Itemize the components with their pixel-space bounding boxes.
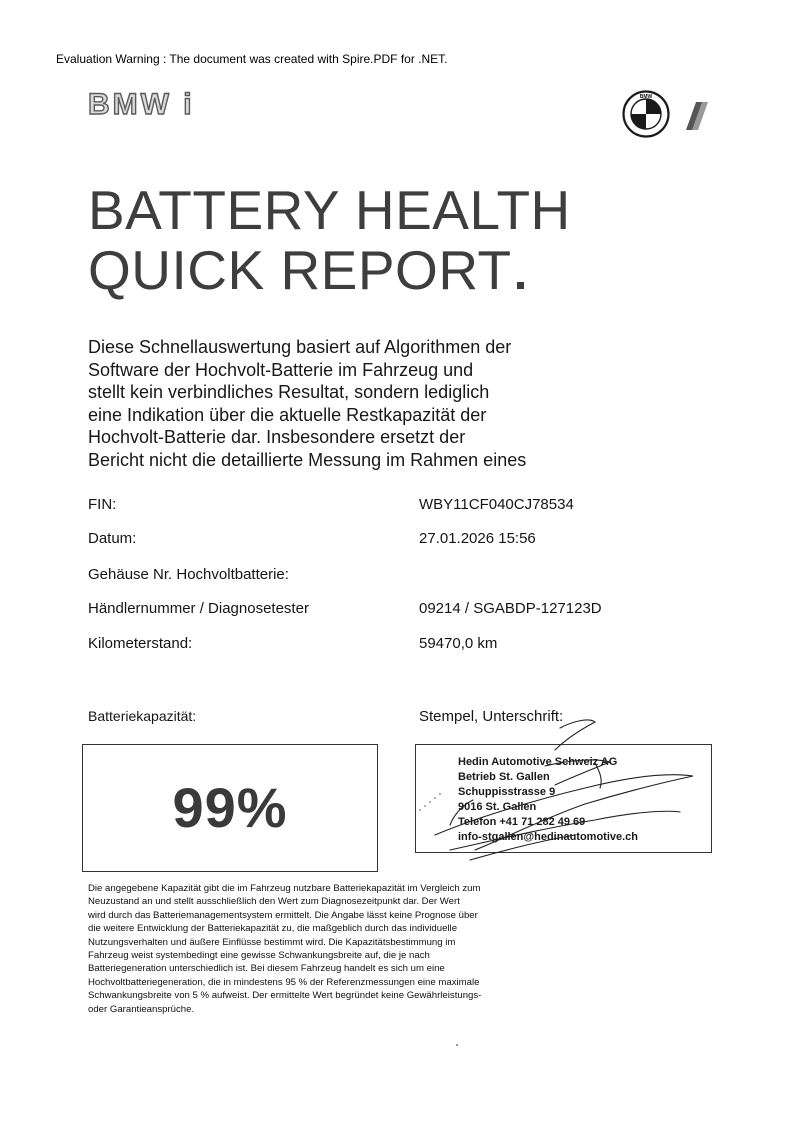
handwritten-signature bbox=[395, 700, 725, 900]
dealer-tester-value: 09214 / SGABDP-127123D bbox=[419, 600, 602, 617]
disclaimer-line: Schwankungsbreite von 5 % aufweist. Der ermittelte Wert begründet keine Gewährleistungs- bbox=[88, 990, 482, 1002]
capacity-label: Batteriekapazität: bbox=[88, 708, 197, 724]
housing-number-label: Gehäuse Nr. Hochvoltbatterie: bbox=[88, 566, 289, 583]
intro-line: Diese Schnellauswertung basiert auf Algorithmen der bbox=[88, 337, 512, 357]
intro-line: eine Indikation über die aktuelle Restkapazität der bbox=[88, 404, 487, 425]
intro-paragraph bbox=[88, 336, 538, 476]
svg-text:BMW: BMW bbox=[639, 94, 653, 100]
capacity-box bbox=[82, 744, 378, 872]
scan-speck bbox=[456, 1044, 458, 1046]
disclaimer-line: Nutzungsverhalten und äußere Einflüsse bestimmt wird. Die Kapazitätsbestimmung im bbox=[88, 936, 456, 948]
fin-label: FIN: bbox=[88, 496, 117, 513]
disclaimer-line: die weitere Entwicklung der Batteriekapazität zu, die maßgeblich durch das individuelle bbox=[88, 923, 458, 935]
disclaimer-text bbox=[88, 882, 544, 1016]
report-title-line-1: BATTERY HEALTH bbox=[88, 179, 571, 241]
date-value: 27.01.2026 15:56 bbox=[419, 530, 536, 547]
stamp-line: info-stgallen@hedinautomotive.ch bbox=[458, 831, 639, 843]
stamp-line: 9016 St. Gallen bbox=[458, 801, 537, 813]
disclaimer-line: Batteriegeneration unterschiedlich ist. Bei diesem Fahrzeug handelt es sich um eine bbox=[88, 963, 445, 975]
stamp-line: Schuppisstrasse 9 bbox=[458, 786, 556, 798]
title-period-mark bbox=[517, 282, 524, 289]
bmw-roundel-icon bbox=[622, 90, 670, 138]
stamp-line: Hedin Automotive Schweiz AG bbox=[458, 756, 618, 768]
bmw-i-brand: BMW i bbox=[88, 88, 195, 121]
date-label: Datum: bbox=[88, 530, 137, 547]
report-title-line-2: QUICK REPORT bbox=[88, 239, 512, 301]
stamp-label: Stempel, Unterschrift: bbox=[419, 708, 564, 725]
disclaimer-line: Hochvoltbatteriegeneration, die in mindestens 95 % der Referenzmessungen eine maximale bbox=[88, 976, 480, 988]
capacity-value: 99% bbox=[172, 776, 288, 839]
intro-line: stellt kein verbindliches Resultat, sondern lediglich bbox=[88, 382, 490, 402]
mileage-value: 59470,0 km bbox=[419, 635, 498, 652]
fin-value: WBY11CF040CJ78534 bbox=[419, 496, 574, 513]
mileage-label: Kilometerstand: bbox=[88, 635, 193, 652]
disclaimer-line: Neuzustand an und stellt ausschließlich den Wert zum Diagnosezeitpunkt dar. Der Wert bbox=[88, 896, 460, 908]
dealer-tester-label: Händlernummer / Diagnosetester bbox=[88, 600, 309, 617]
intro-line: Hochvolt-Batterie dar. Insbesondere ersetzt der bbox=[88, 427, 466, 447]
disclaimer-line: Die angegebene Kapazität gibt die im Fahrzeug nutzbare Batteriekapazität im Vergleich zum bbox=[88, 883, 481, 894]
disclaimer-line: oder Garantieansprüche. bbox=[88, 1003, 195, 1015]
evaluation-warning: Evaluation Warning : The document was created with Spire.PDF for .NET. bbox=[56, 52, 448, 66]
disclaimer-line: wird durch das Batteriemanagementsystem ermittelt. Die Angabe lässt keine Prognose über bbox=[88, 909, 478, 921]
bmw-i-slash-icon bbox=[682, 98, 710, 134]
disclaimer-line: Fahrzeug weist systembedingt eine gewisse Schwankungsbreite auf, die je nach bbox=[88, 950, 430, 962]
stamp-line: Betrieb St. Gallen bbox=[458, 771, 550, 783]
report-title bbox=[88, 180, 571, 300]
intro-line: Software der Hochvolt-Batterie im Fahrzeug und bbox=[88, 359, 474, 380]
intro-line: Bericht nicht die detaillierte Messung im Rahmen eines bbox=[88, 449, 527, 470]
stamp-line: Telefon +41 71 282 49 69 bbox=[458, 816, 586, 828]
